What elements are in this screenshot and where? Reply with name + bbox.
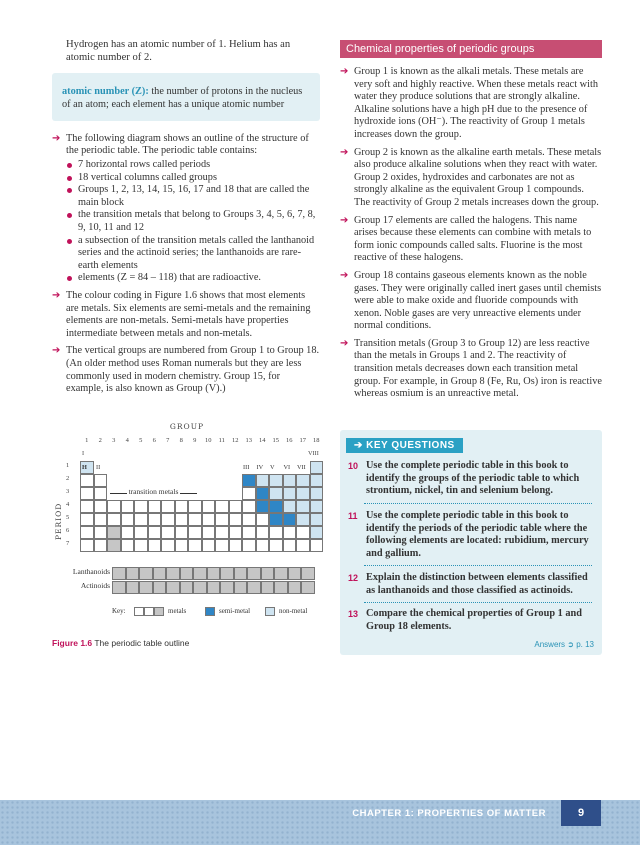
actinoid-cell — [247, 581, 261, 594]
transition-metals-label — [109, 487, 198, 496]
roman-group-1: I — [82, 450, 85, 457]
periodic-table-figure — [52, 422, 322, 637]
key-questions-box — [340, 430, 602, 655]
element-cell — [161, 513, 175, 526]
paragraph-colour-coding — [52, 290, 320, 340]
group-numbers — [80, 437, 323, 447]
arrow-icon: ➔ — [340, 66, 349, 77]
element-cell — [80, 487, 94, 500]
actinoid-cell — [180, 581, 194, 594]
list-item-text: elements (Z = 84 – 118) that are radioactive. — [78, 272, 261, 284]
element-cell — [94, 526, 108, 539]
paragraph-text: Group 2 is known as the alkaline earth metals. These metals also produce alkaline solutions when they react with water. Group 2 oxides, hydroxides and carbonates are not as strongly alkaline as the equivalent Group 1 compounds. The reactivity of Group 2 metals increases down the group. — [354, 146, 602, 208]
element-cell — [94, 500, 108, 513]
element-cell — [229, 539, 243, 552]
lanthanoid-cell — [139, 567, 153, 580]
actinoid-cell — [234, 581, 248, 594]
roman-group-label: VII — [297, 464, 306, 471]
actinoid-cell — [153, 581, 167, 594]
element-cell — [80, 539, 94, 552]
list-item-text: a subsection of the transition metals called the lanthanoid series and the actinoid series; the lanthanoids are rare-earth elements — [78, 234, 315, 271]
f-block-placeholder-cell — [107, 526, 121, 539]
question-number: 12 — [348, 573, 359, 583]
bullet-icon — [67, 176, 72, 181]
element-cell — [121, 526, 135, 539]
group-number: 17 — [299, 437, 306, 444]
question-text: Use the complete periodic table in this book to identify the periods of the periodic table where the following elements are located: rubidium, mercury and gallium. — [366, 510, 589, 559]
f-block-placeholder-cell — [107, 539, 121, 552]
key-metals-label: metals — [168, 607, 187, 615]
question-number: 10 — [348, 461, 359, 471]
lanthanoid-cell — [193, 567, 207, 580]
paragraph-text: The vertical groups are numbered from Group 1 to Group 18. (An older method uses Roman numerals but they are less commonly used in modern chemistry. Group 15, for example, is also known as Group (V).) — [66, 345, 320, 395]
element-cell — [134, 500, 148, 513]
lanthanoid-cell — [153, 567, 167, 580]
element-cell — [215, 500, 229, 513]
question-13 — [348, 608, 596, 633]
group-number: 13 — [245, 437, 252, 444]
roman-group-label: IV — [256, 464, 264, 471]
key-swatch-metal — [144, 607, 154, 616]
element-cell — [80, 500, 94, 513]
left-column — [52, 38, 320, 401]
element-cell — [296, 539, 310, 552]
key-swatch-metal — [134, 607, 144, 616]
bullet-icon — [67, 163, 72, 168]
group-number: 18 — [313, 437, 320, 444]
non-metal-cell — [283, 500, 297, 513]
list-item — [66, 159, 320, 172]
definition-text: the number of protons in the nucleus of an atom; each element has a unique atomic number — [62, 85, 303, 110]
bullet-icon — [67, 239, 72, 244]
non-metal-cell — [296, 513, 310, 526]
group-1-paragraph — [340, 66, 602, 142]
element-cell — [296, 526, 310, 539]
element-cell — [242, 487, 256, 500]
list-item — [66, 272, 320, 285]
key-questions-heading: ➔ KEY QUESTIONS — [346, 438, 463, 453]
group-17-paragraph — [340, 215, 602, 265]
element-cell — [148, 526, 162, 539]
group-number: 3 — [112, 437, 116, 444]
question-number: 13 — [348, 609, 359, 619]
element-cell — [148, 513, 162, 526]
key-label: Key: — [112, 607, 126, 615]
element-cell — [121, 513, 135, 526]
paragraph-text: Group 1 is known as the alkali metals. These metals are very soft and highly reactive. When these metals react with water they produce solutions that are strongly alkaline. Alkaline solutions have a high pH due to the presence of hydroxide ions (OH⁻). The reactivity of Group 1 metals increases down the group. — [354, 66, 598, 140]
roman-group-18: VIII — [308, 450, 319, 457]
element-cell — [107, 513, 121, 526]
question-text: Explain the distinction between elements classified as lanthanoids and those classified as actinoids. — [366, 572, 588, 596]
bullet-icon — [67, 276, 72, 281]
chapter-title: CHAPTER 1: PROPERTIES OF MATTER — [352, 808, 546, 819]
paragraph-structure — [52, 133, 320, 285]
section-heading: Chemical properties of periodic groups — [340, 40, 602, 58]
hydrogen-label: H — [82, 464, 87, 471]
element-cell — [94, 513, 108, 526]
question-12 — [348, 572, 596, 597]
element-cell — [256, 539, 270, 552]
group-number: 9 — [193, 437, 197, 444]
group-number: 11 — [218, 437, 225, 444]
non-metal-cell — [296, 487, 310, 500]
non-metal-cell — [256, 474, 270, 487]
actinoid-cell — [126, 581, 140, 594]
non-metal-cell — [310, 513, 324, 526]
question-10 — [348, 460, 596, 498]
intro-text: Hydrogen has an atomic number of 1. Helium has an atomic number of 2. — [66, 39, 291, 64]
element-cell — [242, 513, 256, 526]
non-metal-cell — [296, 474, 310, 487]
key-swatch-semi — [205, 607, 215, 616]
element-cell — [107, 500, 121, 513]
lanthanoid-cell — [234, 567, 248, 580]
lanthanoid-cell — [288, 567, 302, 580]
group-18-paragraph — [340, 270, 602, 333]
element-cell — [94, 539, 108, 552]
arrow-icon: ➔ — [340, 146, 349, 158]
lanthanoid-cell — [207, 567, 221, 580]
non-metal-cell — [269, 487, 283, 500]
definition-term: atomic number (Z): — [62, 85, 149, 97]
group-number: 6 — [152, 437, 156, 444]
period-number: 7 — [66, 540, 70, 547]
list-item — [66, 184, 320, 209]
element-cell — [175, 526, 189, 539]
group-2-paragraph — [340, 147, 602, 210]
lanthanoid-cell — [301, 567, 315, 580]
question-divider — [364, 503, 592, 504]
group-number: 8 — [179, 437, 183, 444]
element-cell — [310, 539, 324, 552]
element-cell — [161, 539, 175, 552]
element-cell — [188, 500, 202, 513]
list-item-text: Groups 1, 2, 13, 14, 15, 16, 17 and 18 that are called the main block — [78, 184, 310, 208]
lanthanoid-cell — [166, 567, 180, 580]
period-number: 2 — [66, 475, 70, 482]
element-cell — [242, 500, 256, 513]
actinoid-cell — [112, 581, 126, 594]
group-number: 4 — [125, 437, 129, 444]
period-number: 5 — [66, 514, 70, 521]
non-metal-cell — [310, 526, 324, 539]
element-cell — [188, 513, 202, 526]
element-cell — [202, 526, 216, 539]
answers-link[interactable]: Answers ➲ p. 13 — [534, 640, 594, 649]
element-cell — [283, 526, 297, 539]
question-divider — [364, 602, 592, 603]
question-divider — [364, 565, 592, 566]
element-cell — [202, 500, 216, 513]
semi-metal-cell — [256, 487, 270, 500]
bullet-icon — [67, 188, 72, 193]
question-text: Compare the chemical properties of Group 1 and Group 18 elements. — [366, 608, 582, 632]
lanthanoids-label: Lanthanoids — [72, 567, 110, 576]
semi-metal-cell — [269, 513, 283, 526]
question-number: 11 — [348, 511, 358, 521]
group-number: 10 — [205, 437, 212, 444]
non-metal-cell — [296, 500, 310, 513]
element-cell — [215, 526, 229, 539]
element-cell — [121, 500, 135, 513]
actinoid-cell — [139, 581, 153, 594]
actinoid-cell — [274, 581, 288, 594]
bullet-icon — [67, 213, 72, 218]
paragraph-text: Transition metals (Group 3 to Group 12) are less reactive than the metals in Groups 1 and 2. The reactivity of transition metals decreases down each transition metal group. For example, in Group 8 (Fe, Ru, Os) iron is reactive whereas osmium is an unreactive metal. — [354, 337, 602, 400]
key-swatch-metal-gray — [154, 607, 164, 616]
page-footer — [0, 800, 640, 845]
arrow-icon: ➔ — [52, 345, 61, 357]
element-cell — [215, 513, 229, 526]
lanthanoid-cell — [274, 567, 288, 580]
lanthanoid-cell — [220, 567, 234, 580]
paragraph-text: The colour coding in Figure 1.6 shows that most elements are metals. Six elements are semi-metals and the remaining elements are non-metals. Semi-metals have properties intermediate between metals and non-metals. — [66, 289, 311, 339]
roman-group-label: V — [270, 464, 275, 471]
group-number: 1 — [85, 437, 89, 444]
element-cell — [202, 539, 216, 552]
actinoid-cell — [288, 581, 302, 594]
lanthanoid-cell — [180, 567, 194, 580]
period-number: 4 — [66, 501, 70, 508]
bullet-list — [66, 159, 320, 285]
lanthanoid-cell — [261, 567, 275, 580]
actinoid-cell — [220, 581, 234, 594]
non-metal-cell — [310, 487, 324, 500]
element-cell — [256, 513, 270, 526]
element-cell — [188, 539, 202, 552]
transition-paragraph — [340, 338, 602, 401]
element-cell — [161, 500, 175, 513]
list-item — [66, 209, 320, 234]
element-cell — [175, 500, 189, 513]
element-cell — [80, 513, 94, 526]
actinoids-label: Actinoids — [80, 581, 110, 590]
element-cell — [121, 539, 135, 552]
actinoid-cell — [301, 581, 315, 594]
key-swatch-non — [265, 607, 275, 616]
element-cell — [148, 500, 162, 513]
non-metal-cell — [269, 474, 283, 487]
arrow-icon: ➔ — [52, 289, 61, 301]
semi-metal-cell — [242, 474, 256, 487]
period-number: 6 — [66, 527, 70, 534]
element-cell — [134, 539, 148, 552]
element-cell — [94, 474, 108, 487]
element-cell — [161, 526, 175, 539]
arrow-icon: ➔ — [340, 337, 349, 349]
paragraph-groups — [52, 345, 320, 395]
page-number: 9 — [561, 800, 601, 826]
group-number: 14 — [259, 437, 266, 444]
caption-text: The periodic table outline — [92, 638, 190, 648]
element-cell — [242, 539, 256, 552]
element-cell — [283, 539, 297, 552]
element-cell — [215, 539, 229, 552]
list-item — [66, 172, 320, 185]
group-number: 12 — [232, 437, 239, 444]
element-cell — [188, 526, 202, 539]
list-item-text: 18 vertical columns called groups — [78, 171, 217, 183]
period-number: 1 — [66, 462, 70, 469]
non-metal-cell — [283, 487, 297, 500]
paragraph-text: Group 17 elements are called the halogens. This name arises because these elements can combine with metals to form ionic compounds called salts. Fluorine is the most reactive of these halogens. — [354, 214, 592, 264]
list-item-text: the transition metals that belong to Groups 3, 4, 5, 6, 7, 8, 9, 10, 11 and 12 — [78, 209, 316, 233]
arrow-icon: ➔ — [340, 269, 349, 281]
actinoid-cell — [193, 581, 207, 594]
group-number: 5 — [139, 437, 143, 444]
semi-metal-cell — [269, 500, 283, 513]
element-cell — [80, 526, 94, 539]
element-cell — [229, 513, 243, 526]
semi-metal-cell — [256, 500, 270, 513]
list-item — [66, 235, 320, 273]
element-cell — [229, 500, 243, 513]
lanthanoid-cell — [112, 567, 126, 580]
element-cell — [256, 526, 270, 539]
roman-group-label: VI — [283, 464, 291, 471]
element-cell — [148, 539, 162, 552]
non-metal-cell — [310, 500, 324, 513]
element-cell — [269, 526, 283, 539]
group-number: 15 — [272, 437, 279, 444]
element-cell — [269, 539, 283, 552]
roman-group-label: III — [243, 464, 250, 471]
element-cell — [175, 539, 189, 552]
right-column — [340, 40, 602, 406]
period-title: PERIOD — [54, 502, 63, 540]
actinoid-cell — [261, 581, 275, 594]
question-text: Use the complete periodic table in this book to identify the groups of the periodic table to which strontium, nickel, tin and selenium belong. — [366, 460, 580, 497]
group-number: 2 — [98, 437, 102, 444]
non-metal-cell — [283, 474, 297, 487]
definition-box — [52, 73, 320, 121]
element-cell — [242, 526, 256, 539]
group-title: GROUP — [169, 422, 205, 431]
transition-label-text: transition metals — [128, 487, 179, 496]
group-number: 16 — [286, 437, 293, 444]
element-cell — [202, 513, 216, 526]
lanthanoid-cell — [126, 567, 140, 580]
arrow-icon: ➔ — [52, 132, 61, 144]
paragraph-text: Group 18 contains gaseous elements known as the noble gases. They were originally called inert gases until chemists were able to make oxide and fluoride compounds with xenon. Noble gases are very unreactive elements under normal conditions. — [354, 269, 602, 332]
element-cell — [134, 526, 148, 539]
actinoid-cell — [166, 581, 180, 594]
key-semi-label: semi-metal — [219, 607, 251, 615]
period-number: 3 — [66, 488, 70, 495]
question-11 — [348, 510, 596, 560]
element-cell — [80, 474, 94, 487]
roman-group-2: II — [96, 464, 101, 471]
element-cell — [175, 513, 189, 526]
semi-metal-cell — [283, 513, 297, 526]
element-cell — [134, 513, 148, 526]
arrow-icon: ➔ — [340, 214, 349, 226]
actinoid-cell — [207, 581, 221, 594]
lanthanoid-cell — [247, 567, 261, 580]
element-cell — [229, 526, 243, 539]
list-item-text: 7 horizontal rows called periods — [78, 159, 211, 170]
non-metal-cell — [310, 461, 324, 474]
element-cell — [94, 487, 108, 500]
key-non-label: non-metal — [279, 607, 308, 615]
non-metal-cell — [310, 474, 324, 487]
paragraph-text: The following diagram shows an outline of the structure of the periodic table. The periodic table contains: — [66, 132, 309, 157]
group-number: 7 — [166, 437, 170, 444]
caption-number: Figure 1.6 — [52, 638, 93, 648]
figure-caption — [52, 638, 189, 648]
